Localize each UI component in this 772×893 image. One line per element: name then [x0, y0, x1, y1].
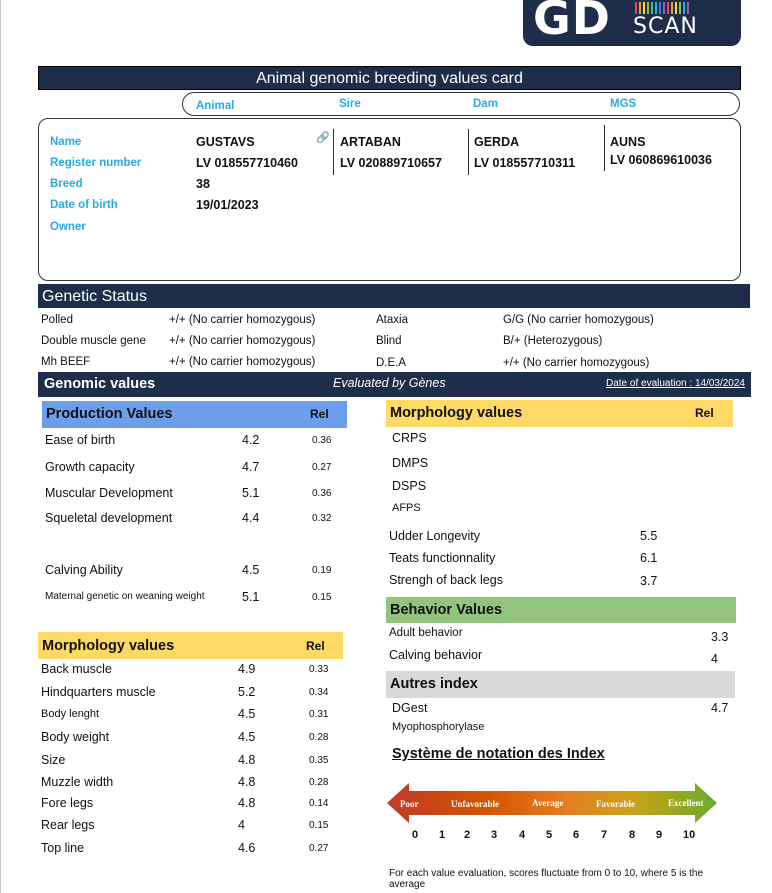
production-rel: 0.32	[312, 513, 332, 524]
morphology-rel: 0.34	[309, 687, 329, 698]
morphology-value: 3.7	[640, 574, 658, 588]
morphology-index: CRPS	[392, 431, 427, 445]
production-title: Production Values	[46, 406, 173, 422]
morphology-index: DSPS	[392, 479, 427, 493]
label-dob: Date of birth	[50, 199, 118, 211]
logo-bar	[675, 2, 677, 14]
morphology-value: 4.5	[238, 707, 256, 721]
production-value: 4.4	[242, 511, 260, 525]
production-rel: 0.36	[312, 488, 332, 499]
evaluated-by: Evaluated by Gènes	[333, 376, 446, 390]
scale-label-favorable: Favorable	[596, 799, 635, 809]
morphology-label: Rear legs	[41, 818, 95, 832]
notation-title: Système de notation des Index	[392, 746, 605, 762]
behavior-label: Calving behavior	[389, 648, 483, 662]
scale-number: 10	[683, 829, 696, 841]
morphology-label: Size	[41, 753, 66, 767]
morphology-value: 4.8	[238, 775, 256, 789]
mgs-divider	[604, 125, 605, 171]
morphology-label: Body weight	[41, 730, 110, 744]
logo-bar	[683, 2, 685, 14]
morphology-value: 6.1	[640, 551, 658, 565]
morphology-rel: 0.28	[309, 732, 329, 743]
logo-bar	[635, 2, 637, 14]
animal-register: LV 018557710460	[196, 156, 298, 170]
gs-value: +/+ (No carrier homozygous)	[503, 357, 650, 369]
rel-label: Rel	[695, 406, 714, 420]
autres-label: Myophosphorylase	[392, 721, 485, 733]
genomic-values-bar	[38, 372, 751, 397]
scale-footnote: For each value evaluation, scores fluctuate from 0 to 10, where 5 is the average	[389, 868, 704, 890]
production-rel: 0.27	[312, 462, 332, 473]
logo-barcode	[635, 2, 689, 14]
genetic-status-title: Genetic Status	[38, 284, 750, 308]
morphology-label: Udder Longevity	[389, 529, 481, 543]
gdscan-logo	[523, 0, 741, 46]
scale-number: 3	[491, 829, 498, 841]
logo-bar	[651, 2, 653, 14]
gs-label: Mh BEEF	[41, 356, 91, 368]
scale-number: 6	[573, 829, 580, 841]
morphology-rel: 0.31	[309, 709, 329, 720]
gs-value: +/+ (No carrier homozygous)	[169, 335, 316, 347]
autres-value: 4.7	[711, 701, 729, 715]
morphology-value: 4.8	[238, 753, 256, 767]
genomic-title: Genomic values	[44, 376, 156, 392]
gs-label: Ataxia	[376, 314, 408, 326]
morphology-value: 4	[238, 818, 245, 832]
morphology-label: Fore legs	[41, 796, 94, 810]
label-breed: Breed	[50, 178, 83, 190]
production-value: 5.1	[242, 590, 260, 604]
production-label: Calving Ability	[45, 563, 123, 577]
scale-number: 8	[629, 829, 636, 841]
gs-value: G/G (No carrier homozygous)	[503, 314, 654, 326]
animal-dob: 19/01/2023	[196, 198, 259, 212]
production-rel: 0.36	[312, 435, 332, 446]
morphology-label: Top line	[41, 841, 85, 855]
morphology-value: 4.8	[238, 796, 256, 810]
morphology-rel: 0.27	[309, 843, 329, 854]
morphology-label: Muzzle width	[41, 775, 114, 789]
identification-box	[38, 118, 741, 281]
morphology-value: 4.9	[238, 662, 256, 676]
gs-value: B/+ (Heterozygous)	[503, 335, 603, 347]
col-sire: Sire	[339, 98, 361, 110]
dam-register: LV 018557710311	[474, 156, 576, 170]
mgs-register: LV 060869610036	[610, 153, 712, 167]
scale-number: 7	[601, 829, 608, 841]
rel-label: Rel	[306, 639, 325, 653]
logo-sub-text: SCAN	[633, 14, 698, 39]
morphology-left-title: Morphology values	[42, 638, 175, 654]
autres-label: DGest	[392, 701, 428, 715]
scale-label-poor: Poor	[400, 799, 419, 809]
scale-number: 2	[464, 829, 471, 841]
behavior-value: 4	[711, 652, 718, 666]
morphology-label: Hindquarters muscle	[41, 685, 156, 699]
col-dam: Dam	[473, 98, 498, 110]
logo-bar	[647, 2, 649, 14]
gs-label: Double muscle gene	[41, 335, 146, 347]
morphology-rel: 0.35	[309, 755, 329, 766]
morphology-right-header	[386, 400, 733, 427]
production-values-header	[42, 401, 347, 428]
scale-arrow	[387, 781, 717, 825]
logo-bar	[639, 2, 641, 14]
logo-bar	[679, 2, 681, 14]
card-title: Animal genomic breeding values card	[38, 66, 741, 90]
logo-bar	[643, 2, 645, 14]
animal-name: GUSTAVS	[196, 135, 255, 149]
sire-name: ARTABAN	[340, 135, 401, 149]
production-rel: 0.15	[312, 592, 332, 603]
logo-main-text: GD	[533, 0, 611, 45]
gs-value: +/+ (No carrier homozygous)	[169, 356, 316, 368]
production-label: Muscular Development	[45, 486, 173, 500]
scale-label-unfavorable: Unfavorable	[451, 799, 499, 809]
morphology-value: 4.5	[238, 730, 256, 744]
page-left-border	[0, 0, 1, 893]
rel-label: Rel	[310, 407, 329, 421]
morphology-label: Teats functionnality	[389, 551, 496, 565]
animal-breed: 38	[196, 177, 210, 191]
production-rel: 0.19	[312, 565, 332, 576]
autres-title: Autres index	[390, 676, 478, 692]
morphology-value: 5.5	[640, 529, 658, 543]
dam-divider	[468, 129, 469, 175]
behavior-value: 3.3	[711, 630, 729, 644]
morphology-label: Back muscle	[41, 662, 112, 676]
production-value: 4.2	[242, 433, 260, 447]
production-label: Maternal genetic on weaning weight	[45, 591, 205, 602]
morphology-label: Body lenght	[41, 708, 100, 720]
production-value: 4.5	[242, 563, 260, 577]
scale-label-excellent: Excellent	[668, 798, 704, 808]
label-register: Register number	[50, 157, 142, 169]
mgs-name: AUNS	[610, 135, 646, 149]
production-label: Ease of birth	[45, 433, 116, 447]
scale-number: 1	[439, 829, 446, 841]
morphology-value: 5.2	[238, 685, 256, 699]
sire-divider	[333, 129, 334, 175]
behavior-label: Adult behavior	[389, 627, 463, 639]
autres-index-header	[386, 671, 735, 698]
morphology-rel: 0.14	[309, 798, 329, 809]
behavior-values-header	[386, 597, 736, 623]
logo-bar	[671, 2, 673, 14]
scale-number: 9	[656, 829, 663, 841]
label-owner: Owner	[50, 221, 86, 233]
morphology-left-header	[38, 632, 343, 659]
gs-label: Polled	[41, 314, 73, 326]
paperclip-icon: 🔗	[316, 132, 330, 144]
scale-number: 4	[519, 829, 526, 841]
logo-bar	[667, 2, 669, 14]
gs-value: +/+ (No carrier homozygous)	[169, 314, 316, 326]
pedigree-column-headers	[182, 92, 740, 116]
morphology-index: AFPS	[392, 502, 421, 514]
production-value: 5.1	[242, 486, 260, 500]
logo-bar	[663, 2, 665, 14]
logo-bar	[659, 2, 661, 14]
logo-bar	[655, 2, 657, 14]
production-label: Squeletal development	[45, 511, 173, 525]
morphology-label: Strengh of back legs	[389, 573, 503, 587]
gs-label: Blind	[376, 335, 402, 347]
morphology-rel: 0.15	[309, 820, 329, 831]
morphology-rel: 0.28	[309, 777, 329, 788]
label-name: Name	[50, 136, 82, 148]
behavior-title: Behavior Values	[390, 602, 503, 618]
morphology-right-title: Morphology values	[390, 405, 523, 421]
morphology-value: 4.6	[238, 841, 256, 855]
production-value: 4.7	[242, 460, 260, 474]
logo-bar	[687, 2, 689, 14]
sire-register: LV 020889710657	[340, 156, 442, 170]
gs-label: D.E.A	[376, 357, 407, 369]
scale-number: 5	[546, 829, 553, 841]
dam-name: GERDA	[474, 135, 520, 149]
morphology-rel: 0.33	[309, 664, 329, 675]
evaluation-date: Date of evaluation : 14/03/2024	[606, 378, 745, 389]
col-animal: Animal	[196, 100, 235, 112]
morphology-index: DMPS	[392, 456, 429, 470]
scale-label-average: Average	[532, 798, 564, 808]
production-label: Growth capacity	[45, 460, 135, 474]
scale-number: 0	[412, 829, 419, 841]
col-mgs: MGS	[610, 98, 637, 110]
